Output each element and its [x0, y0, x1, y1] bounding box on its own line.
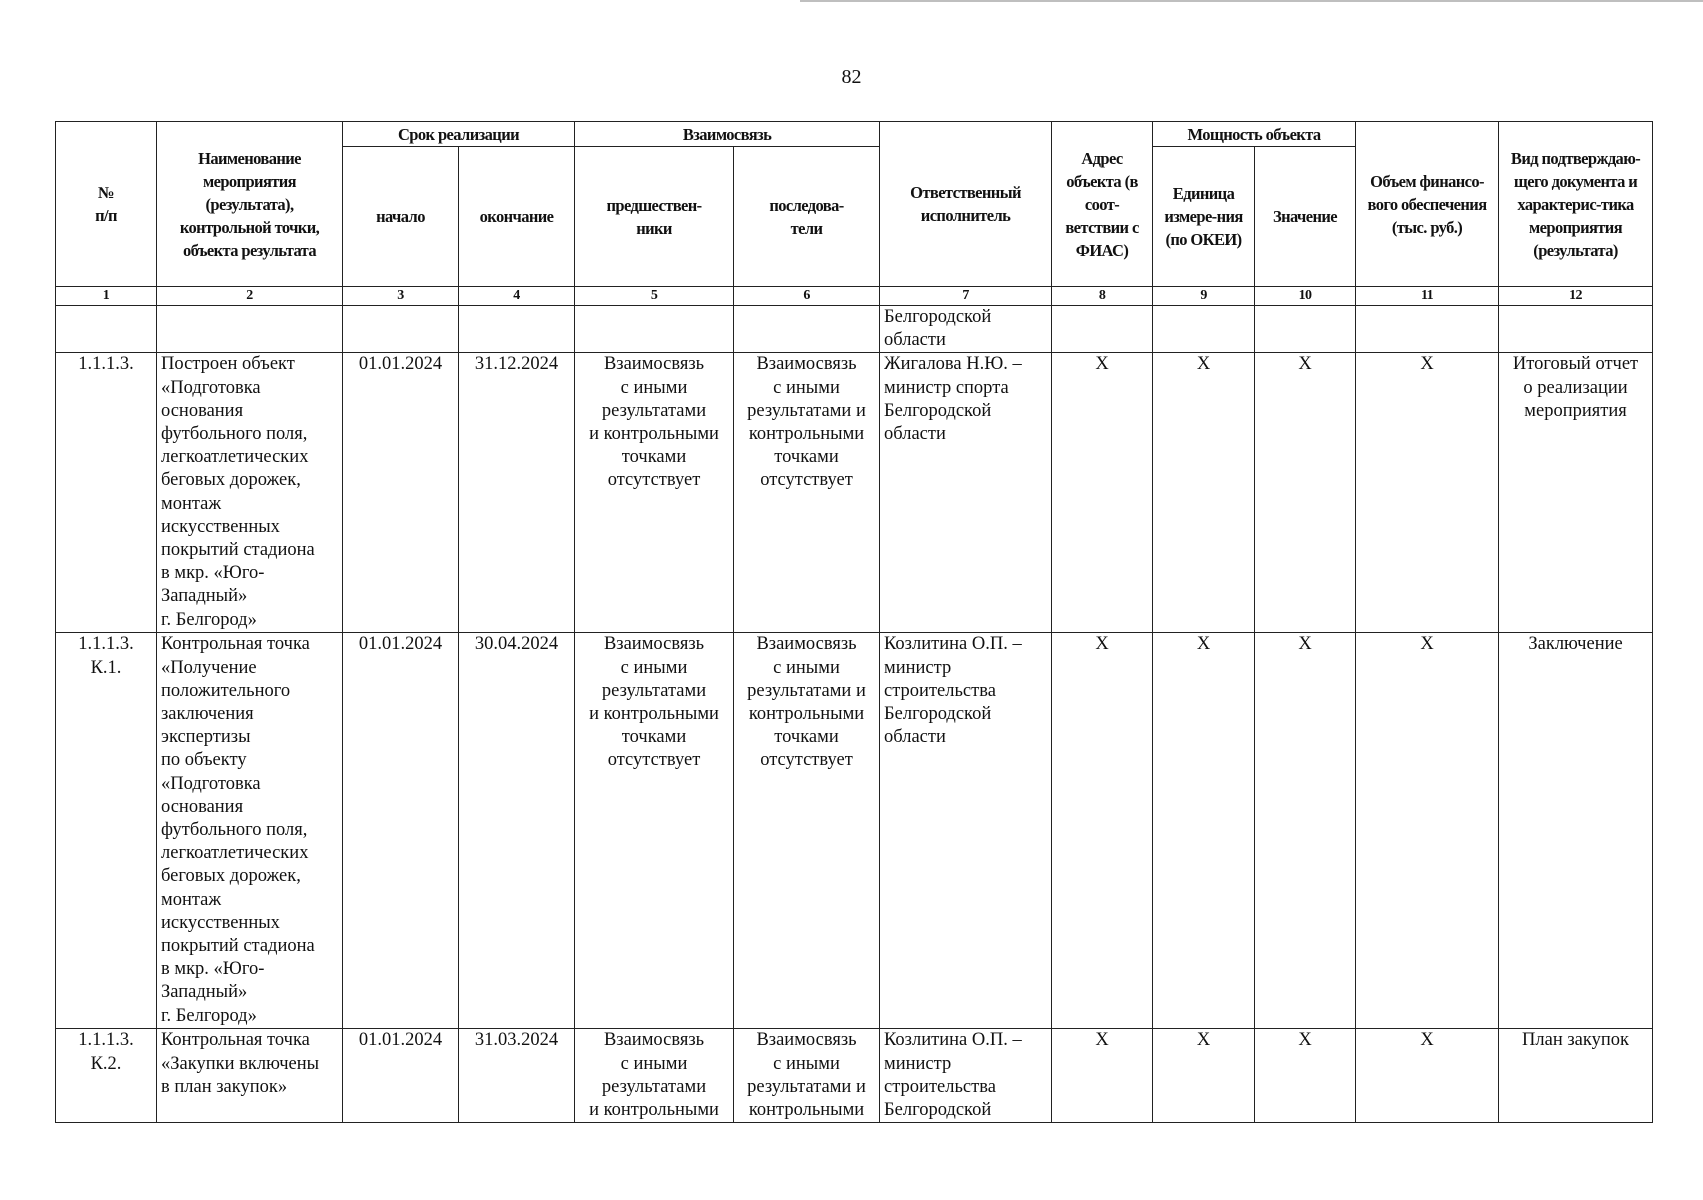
row-predecessors: Взаимосвязь с иными результатами и контрольными точками отсутствует: [575, 633, 734, 1029]
row-name: [157, 306, 343, 353]
row-responsible: Белгородской области: [880, 306, 1052, 353]
row-num: 1.1.1.3. К.1.: [56, 633, 157, 1029]
row-unit: X: [1153, 353, 1255, 633]
col-number: 5: [575, 287, 734, 306]
header-num: № п/п: [56, 122, 157, 287]
row-end: [459, 306, 575, 353]
header-successors: последова- тели: [734, 147, 880, 287]
header-relation: Взаимосвязь: [575, 122, 880, 147]
row-successors: Взаимосвязь с иными результатами и контрольными: [734, 1029, 880, 1123]
col-number: 1: [56, 287, 157, 306]
row-responsible: Козлитина О.П. – министр строительства Белгородской области: [880, 633, 1052, 1029]
row-finance: [1356, 306, 1499, 353]
row-start: [343, 306, 459, 353]
row-address: X: [1052, 1029, 1153, 1123]
row-predecessors: Взаимосвязь с иными результатами и контрольными точками отсутствует: [575, 353, 734, 633]
row-address: [1052, 306, 1153, 353]
top-scan-line: [800, 0, 1703, 2]
row-responsible: Козлитина О.П. – министр строительства Белгородской: [880, 1029, 1052, 1123]
col-number: 2: [157, 287, 343, 306]
row-num: [56, 306, 157, 353]
row-start: 01.01.2024: [343, 353, 459, 633]
row-end: 31.12.2024: [459, 353, 575, 633]
row-address: X: [1052, 353, 1153, 633]
row-successors: Взаимосвязь с иными результатами и контрольными точками отсутствует: [734, 353, 880, 633]
row-name: Контрольная точка «Получение положительного заключения экспертизы по объекту «Подготовка основания футбольного поля, легкоатлетических беговых дорожек, монтаж искусственных покрытий стадиона в мкр. «Юго- Западный» г. Белгород»: [157, 633, 343, 1029]
row-value: X: [1255, 1029, 1356, 1123]
header-start: начало: [343, 147, 459, 287]
row-responsible: Жигалова Н.Ю. – министр спорта Белгородской области: [880, 353, 1052, 633]
col-number: 12: [1499, 287, 1653, 306]
row-doc: [1499, 306, 1653, 353]
header-predecessors: предшествен- ники: [575, 147, 734, 287]
header-end: окончание: [459, 147, 575, 287]
row-address: X: [1052, 633, 1153, 1029]
col-number: 10: [1255, 287, 1356, 306]
row-start: 01.01.2024: [343, 633, 459, 1029]
header-responsible: Ответственный исполнитель: [880, 122, 1052, 287]
header-value: Значение: [1255, 147, 1356, 287]
header-unit: Единица измере-ния (по ОКЕИ): [1153, 147, 1255, 287]
col-number: 9: [1153, 287, 1255, 306]
row-end: 30.04.2024: [459, 633, 575, 1029]
row-end: 31.03.2024: [459, 1029, 575, 1123]
table-row: [56, 306, 1653, 353]
table-row: [56, 353, 1653, 633]
header-doc-type: Вид подтверждаю-щего документа и характерис-тика мероприятия (результата): [1499, 122, 1653, 287]
row-start: 01.01.2024: [343, 1029, 459, 1123]
col-number: 6: [734, 287, 880, 306]
table-row: [56, 633, 1653, 1029]
header-period: Срок реализации: [343, 122, 575, 147]
row-finance: X: [1356, 1029, 1499, 1123]
row-value: X: [1255, 353, 1356, 633]
table-row: [56, 1029, 1653, 1123]
row-predecessors: Взаимосвязь с иными результатами и контрольными: [575, 1029, 734, 1123]
row-doc: План закупок: [1499, 1029, 1653, 1123]
row-successors: Взаимосвязь с иными результатами и контрольными точками отсутствует: [734, 633, 880, 1029]
page-number: 82: [841, 66, 862, 88]
row-num: 1.1.1.3.: [56, 353, 157, 633]
header-finance: Объем финансо-вого обеспечения (тыс. руб.): [1356, 122, 1499, 287]
row-doc: Заключение: [1499, 633, 1653, 1029]
row-unit: X: [1153, 633, 1255, 1029]
row-finance: X: [1356, 633, 1499, 1029]
col-number: 11: [1356, 287, 1499, 306]
row-unit: X: [1153, 1029, 1255, 1123]
row-unit: [1153, 306, 1255, 353]
row-name: Контрольная точка «Закупки включены в план закупок»: [157, 1029, 343, 1123]
header-capacity: Мощность объекта: [1153, 122, 1356, 147]
plan-table: [55, 121, 1653, 1123]
row-finance: X: [1356, 353, 1499, 633]
row-doc: Итоговый отчет о реализации мероприятия: [1499, 353, 1653, 633]
col-number: 3: [343, 287, 459, 306]
row-name: Построен объект «Подготовка основания футбольного поля, легкоатлетических беговых дорожек, монтаж искусственных покрытий стадиона в мкр. «Юго- Западный» г. Белгород»: [157, 353, 343, 633]
row-value: [1255, 306, 1356, 353]
header-name: Наименование мероприятия (результата), контрольной точки, объекта результата: [157, 122, 343, 287]
col-number: 7: [880, 287, 1052, 306]
col-number: 4: [459, 287, 575, 306]
row-predecessors: [575, 306, 734, 353]
col-number: 8: [1052, 287, 1153, 306]
row-num: 1.1.1.3. К.2.: [56, 1029, 157, 1123]
row-value: X: [1255, 633, 1356, 1029]
row-successors: [734, 306, 880, 353]
header-address: Адрес объекта (в соот-ветствии с ФИАС): [1052, 122, 1153, 287]
